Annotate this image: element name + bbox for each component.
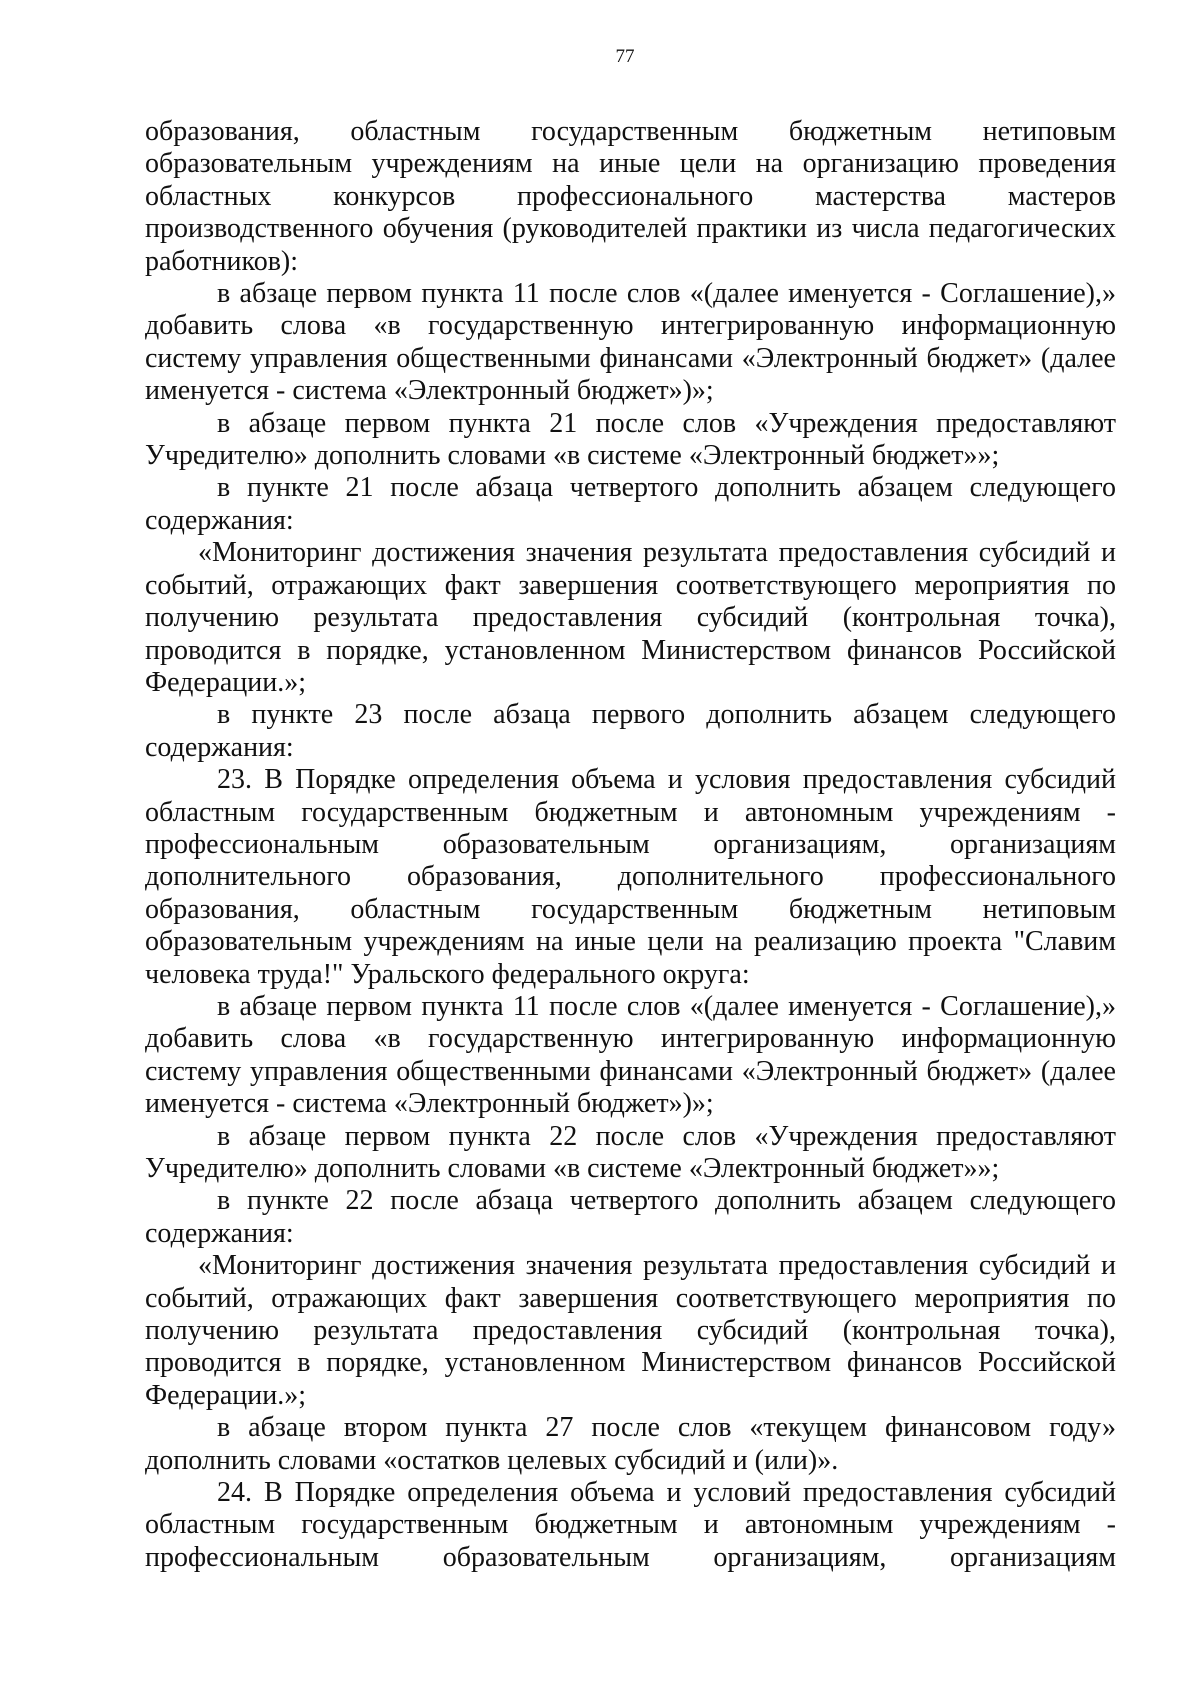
section-paragraph: 24. В Порядке определения объема и условий предоставления субсидий областным государственным бюджетным и автономным учреждениям - профессиональным образовательным организациям, организациям [145,1477,1116,1573]
page-number: 77 [615,46,635,67]
paragraph: в абзаце первом пункта 21 после слов «Учреждения предоставляют Учредителю» дополнить словами «в системе «Электронный бюджет»»; [145,407,1116,472]
paragraph: в абзаце первом пункта 11 после слов «(далее именуется - Соглашение),» добавить слова «в государственную интегрированную информационную систему управления общественными финансами «Электронный бюджет» (далее именуется - система «Электронный бюджет»)»; [145,990,1116,1120]
quoted-paragraph: «Мониторинг достижения значения результата предоставления субсидий и событий, отражающих факт завершения соответствующего мероприятия по получению результата предоставления субсидий (контрольная точка), проводится в порядке, установленном Министерством финансов Российской Федерации.»; [145,537,1116,698]
paragraph: в пункте 22 после абзаца четвертого дополнить абзацем следующего содержания: [145,1185,1116,1249]
paragraph: образования, областным государственным бюджетным нетиповым образовательным учреждениям на иные цели на организацию проведения областных конкурсов профессионального мастерства мастеров производственного обучения (руководителей практики из числа педагогических работников): [145,116,1116,277]
paragraph: в абзаце первом пункта 11 после слов «(далее именуется - Соглашение),» добавить слова «в государственную интегрированную информационную систему управления общественными финансами «Электронный бюджет» (далее именуется - система «Электронный бюджет»)»; [145,278,1116,407]
paragraph: в пункте 21 после абзаца четвертого дополнить абзацем следующего содержания: [145,472,1116,536]
section-paragraph: 23. В Порядке определения объема и условия предоставления субсидий областным государственным бюджетным и автономным учреждениям - профессиональным образовательным организациям, организациям дополнительного образования, дополнительного профессионального образования, областным государственным бюджетным нетиповым образовательным учреждениям на иные цели на реализацию проекта "Славим человека труда!" Уральского федерального округа: [145,764,1116,990]
paragraph: в пункте 23 после абзаца первого дополнить абзацем следующего содержания: [145,699,1116,763]
paragraph: в абзаце первом пункта 22 после слов «Учреждения предоставляют Учредителю» дополнить словами «в системе «Электронный бюджет»»; [145,1120,1116,1184]
quoted-paragraph: «Мониторинг достижения значения результата предоставления субсидий и событий, отражающих факт завершения соответствующего мероприятия по получению результата предоставления субсидий (контрольная точка), проводится в порядке, установленном Министерством финансов Российской Федерации.»; [145,1250,1116,1411]
paragraph: в абзаце втором пункта 27 после слов «текущем финансовом году» дополнить словами «остатков целевых субсидий и (или)». [145,1412,1116,1476]
document-body [145,116,1116,1574]
